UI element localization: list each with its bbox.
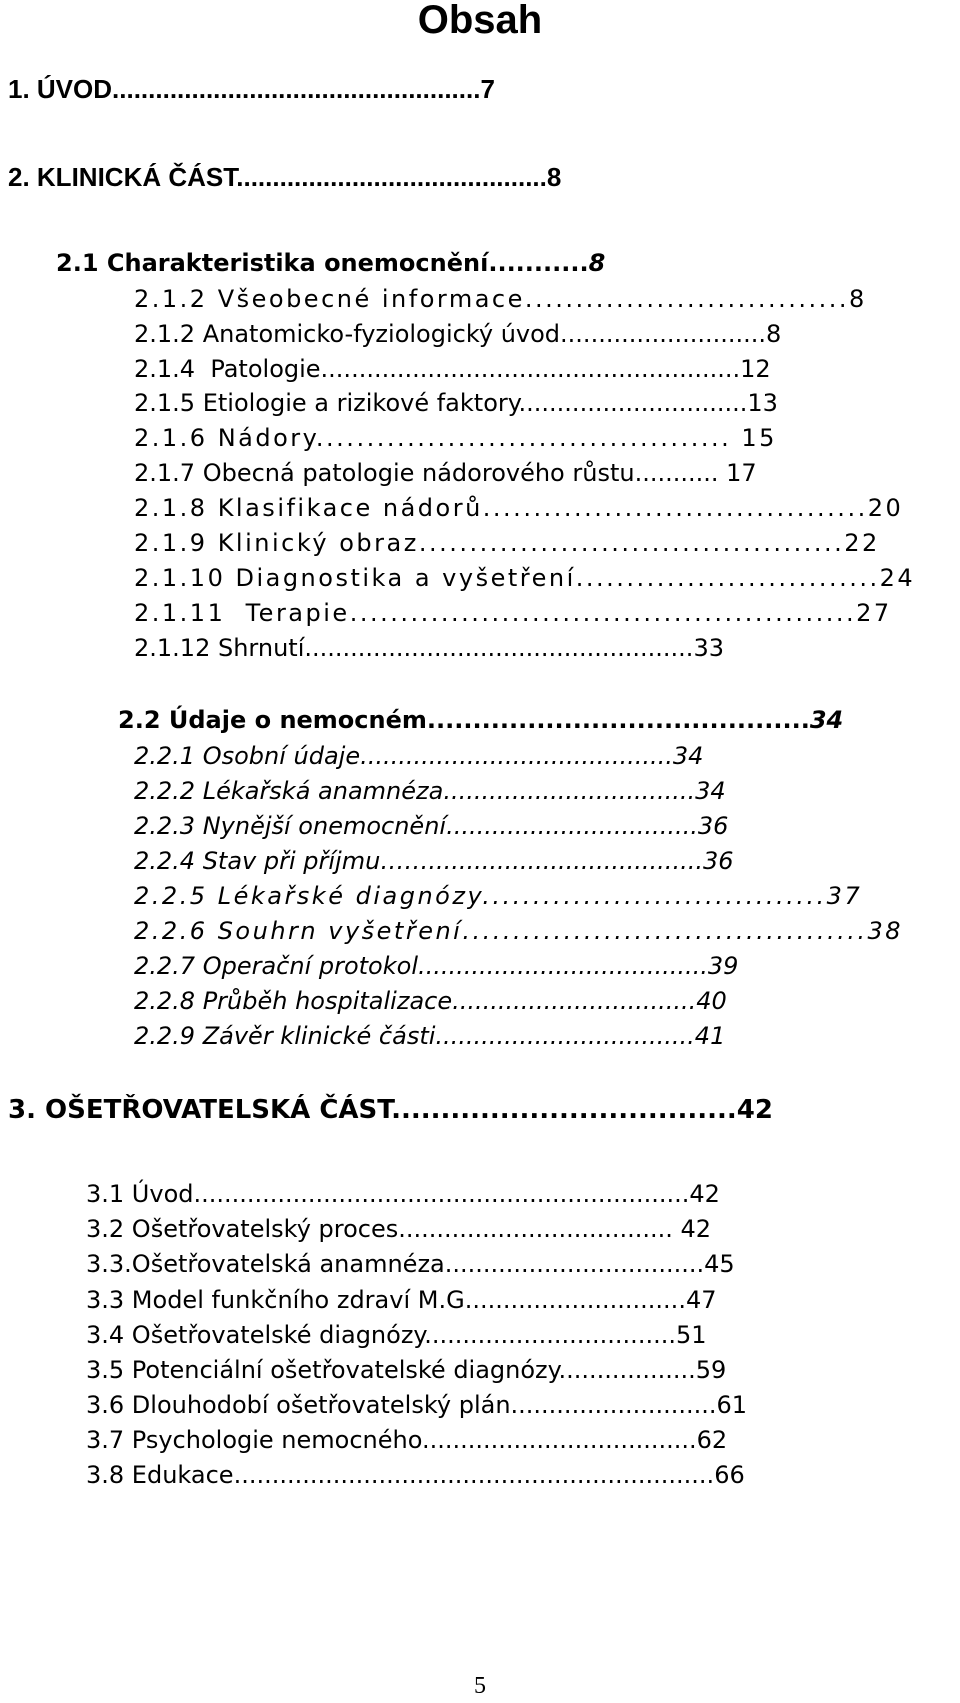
toc-page-number: 38 (867, 917, 904, 945)
toc-page-number: 13 (747, 389, 778, 417)
toc-leader-dots: ................................................... (304, 634, 694, 662)
toc-leader-dots: ........................... (560, 320, 767, 348)
toc-entry-2-2-1[interactable] (134, 744, 703, 768)
toc-leader-dots: ............................................................... (233, 1461, 715, 1489)
toc-entry-3-3b[interactable] (86, 1288, 717, 1312)
toc-entry-label: 2.1.8 Klasifikace nádorů (134, 494, 483, 522)
toc-entry-label: 3.8 Edukace (86, 1461, 234, 1489)
toc-entry-label: 3. OŠETŘOVATELSKÁ ČÁST (8, 1095, 392, 1125)
toc-entry-label: 2.1.9 Klinický obraz (134, 529, 419, 557)
toc-entry-label: 3.4 Ošetřovatelské diagnózy (86, 1321, 425, 1349)
toc-entry-2-2-5[interactable] (134, 884, 862, 908)
toc-leader-dots: ................................... (391, 1095, 737, 1125)
toc-entry-label: 3.3 Model funkčního zdraví M.G (86, 1286, 465, 1314)
toc-entry-2-2-8[interactable] (134, 989, 727, 1013)
toc-entry-label: 2.2.7 Operační protokol (134, 952, 418, 980)
toc-entry-klinicka-cast[interactable] (8, 164, 561, 190)
toc-entry-3-2[interactable] (86, 1217, 711, 1241)
toc-entry-2-2-3[interactable] (134, 814, 728, 838)
toc-entry-label: 3.7 Psychologie nemocného (86, 1426, 422, 1454)
toc-leader-dots: ....................................................... (320, 355, 741, 383)
toc-entry-label: 3.1 Úvod (86, 1180, 194, 1208)
toc-leader-dots: ........................................... (236, 162, 547, 192)
toc-page-number: 39 (707, 952, 739, 980)
toc-leader-dots: ........................................ (462, 917, 868, 945)
toc-entry-label: 2.2 Údaje o nemocném (118, 706, 427, 734)
toc-entry-3-5[interactable] (86, 1358, 726, 1382)
toc-page-number: 8 (546, 162, 562, 192)
toc-page-number: 42 (689, 1180, 720, 1208)
toc-entry-label: 2.1.7 Obecná patologie nádorového růstu (134, 459, 635, 487)
toc-page-number: 66 (714, 1461, 745, 1489)
toc-entry-2-1-12[interactable] (134, 636, 724, 660)
toc-entry-2-2-9[interactable] (134, 1024, 725, 1048)
toc-entry-2-1-8[interactable] (134, 496, 903, 520)
toc-page-number: 34 (809, 706, 844, 734)
toc-leader-dots: .................. (558, 1356, 696, 1384)
toc-entry-uvod[interactable] (8, 76, 495, 102)
toc-page-number: 8 (849, 285, 867, 313)
toc-leader-dots: ...................................... (482, 494, 868, 522)
toc-page-number: 17 (718, 459, 757, 487)
toc-page-number: 24 (879, 564, 916, 592)
toc-page-number: 45 (704, 1250, 735, 1278)
toc-entry-2-1-9[interactable] (134, 531, 880, 555)
toc-entry-label: 2.1.6 Nádory (134, 424, 316, 452)
toc-leader-dots: …….................................... (380, 847, 703, 875)
toc-leader-dots: ......................................... (360, 742, 673, 770)
toc-leader-dots: .................................................. (349, 599, 857, 627)
toc-entry-2-1[interactable] (56, 251, 605, 275)
toc-entry-2-1-10[interactable] (134, 566, 915, 590)
toc-entry-3-8[interactable] (86, 1463, 745, 1487)
toc-leader-dots: ................................. (443, 777, 696, 805)
toc-leader-dots: ................................................................. (193, 1180, 690, 1208)
page-number: 5 (474, 1673, 486, 1699)
toc-entry-label: 2. KLINICKÁ ČÁST (8, 162, 237, 192)
toc-entry-label: 2.1.5 Etiologie a rizikové faktory (134, 389, 519, 417)
toc-leader-dots: .................................... (398, 1215, 673, 1243)
toc-leader-dots: .............................. (575, 564, 880, 592)
toc-leader-dots: .................................. (482, 882, 827, 910)
toc-leader-dots: .......................................... (418, 529, 845, 557)
toc-page-number: 40 (696, 987, 727, 1015)
toc-entry-3-1[interactable] (86, 1182, 720, 1206)
toc-entry-label: 3.6 Dlouhodobí ošetřovatelský plán (86, 1391, 511, 1419)
toc-entry-label: 2.1 Charakteristika onemocnění (56, 249, 489, 277)
toc-entry-2-1-2a[interactable] (134, 287, 867, 311)
toc-entry-label: 2.1.4 Patologie (134, 355, 321, 383)
toc-page-number: 7 (480, 74, 495, 104)
toc-leader-dots: ................................ (524, 285, 849, 313)
toc-entry-label: 2.2.3 Nynější onemocnění (134, 812, 447, 840)
toc-entry-2-2[interactable] (118, 708, 843, 732)
toc-entry-label: 2.2.5 Lékařské diagnózy (134, 882, 483, 910)
toc-entry-label: 1. ÚVOD (8, 74, 113, 104)
toc-entry-label: 2.1.12 Shrnutí (134, 634, 305, 662)
toc-entry-label: 2.2.9 Závěr klinické části (134, 1022, 436, 1050)
toc-leader-dots: .......................................... (426, 706, 810, 734)
toc-entry-2-2-4[interactable] (134, 849, 734, 873)
toc-leader-dots: ......................................... (315, 424, 732, 452)
toc-page-number: 62 (696, 1426, 728, 1454)
toc-leader-dots: ...................................... (418, 952, 708, 980)
toc-page-number: 41 (694, 1022, 726, 1050)
toc-entry-3-4[interactable] (86, 1323, 707, 1347)
toc-page-number: 36 (702, 847, 734, 875)
toc-entry-label: 3.5 Potenciální ošetřovatelské diagnózy (86, 1356, 559, 1384)
toc-leader-dots: ............................. (464, 1286, 686, 1314)
toc-leader-dots: .................................. (435, 1022, 695, 1050)
toc-entry-2-2-6[interactable] (134, 919, 903, 943)
toc-entry-label: 3.2 Ošetřovatelský proces (86, 1215, 399, 1243)
toc-entry-label: 3.3.Ošetřovatelská anamnéza (86, 1250, 445, 1278)
toc-page-number: 42 (672, 1215, 712, 1243)
toc-entry-osetrovatelska-cast[interactable] (8, 1097, 773, 1123)
toc-leader-dots: .................................. (444, 1250, 705, 1278)
toc-leader-dots: ........................... (510, 1391, 717, 1419)
toc-leader-dots: .................................... (421, 1426, 697, 1454)
toc-entry-label: 2.1.2 Anatomicko-fyziologický úvod (134, 320, 561, 348)
toc-page-number: 42 (736, 1095, 773, 1125)
toc-leader-dots: ........... (634, 459, 719, 487)
toc-entry-2-1-11[interactable] (134, 601, 892, 625)
toc-leader-dots: .............................. (518, 389, 748, 417)
toc-page-number: 12 (740, 355, 771, 383)
toc-entry-2-1-2b[interactable] (134, 322, 781, 346)
toc-page-number: 51 (675, 1321, 707, 1349)
toc-page-number: 27 (856, 599, 892, 627)
toc-page-number: 37 (826, 882, 863, 910)
toc-leader-dots: ........... (488, 249, 589, 277)
toc-entry-2-1-6[interactable] (134, 426, 777, 450)
toc-entry-label: 2.2.4 Stav při příjmu (134, 847, 381, 875)
toc-entry-3-7[interactable] (86, 1428, 727, 1452)
toc-page-number: 20 (867, 494, 904, 522)
toc-page-number: 8 (588, 249, 606, 277)
toc-entry-label: 2.2.8 Průběh hospitalizace (134, 987, 453, 1015)
toc-entry-2-1-5[interactable] (134, 391, 778, 415)
toc-entry-label: 2.2.2 Lékařská anamnéza (134, 777, 444, 805)
toc-leader-dots: ................................. (446, 812, 698, 840)
toc-entry-label: 2.1.2 Všeobecné informace (134, 285, 525, 313)
toc-entry-label: 2.2.1 Osobní údaje (134, 742, 361, 770)
toc-page-number: 33 (693, 634, 724, 662)
toc-page-number: 34 (672, 742, 704, 770)
toc-page-number: 47 (685, 1286, 717, 1314)
toc-leader-dots: ................................ (452, 987, 697, 1015)
page-title: Obsah (417, 0, 543, 42)
toc-entry-2-1-7[interactable] (134, 461, 757, 485)
toc-entry-2-2-7[interactable] (134, 954, 738, 978)
toc-leader-dots: ................................. (424, 1321, 676, 1349)
toc-entry-label: 2.2.6 Souhrn vyšetření (134, 917, 463, 945)
toc-entry-label: 2.1.10 Diagnostika a vyšetření (134, 564, 576, 592)
toc-entry-3-3a[interactable] (86, 1252, 735, 1276)
toc-entry-3-6[interactable] (86, 1393, 747, 1417)
toc-page-number: 59 (695, 1356, 727, 1384)
toc-entry-label: 2.1.11 Terapie (134, 599, 350, 627)
toc-page-number: 22 (844, 529, 880, 557)
toc-entry-2-2-2[interactable] (134, 779, 726, 803)
toc-entry-2-1-4[interactable] (134, 357, 771, 381)
toc-page-number: 36 (697, 812, 729, 840)
toc-page-number: 34 (695, 777, 726, 805)
toc-page-number: 8 (766, 320, 782, 348)
toc-page-number: 61 (716, 1391, 748, 1419)
toc-leader-dots: ................................................... (112, 74, 481, 104)
toc-page-number: 15 (731, 424, 777, 452)
